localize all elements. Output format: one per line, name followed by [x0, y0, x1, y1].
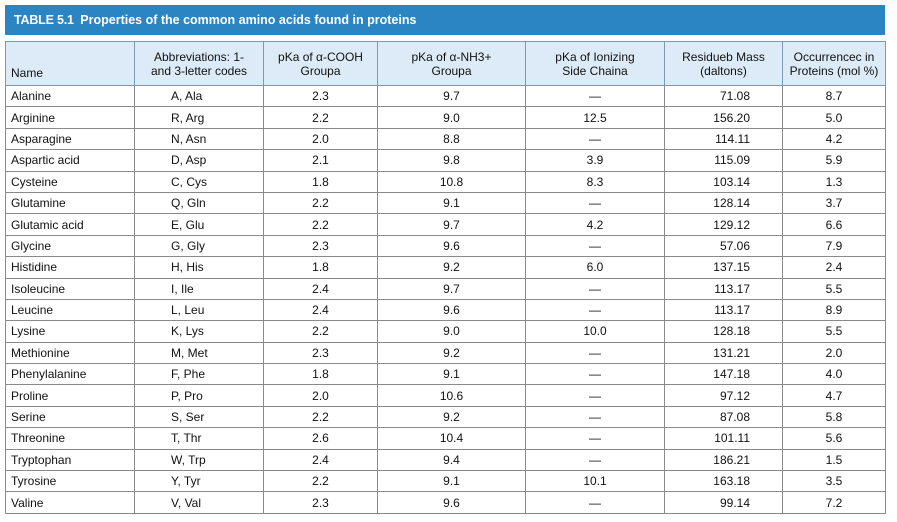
cell-pka-side: —: [526, 342, 665, 363]
cell-occurrence: 5.5: [783, 321, 886, 342]
cell-pka-nh3: 10.6: [378, 385, 526, 406]
cell-occurrence: 5.8: [783, 406, 886, 427]
cell-pka-side: —: [526, 299, 665, 320]
cell-abbr: E, Glu: [135, 214, 264, 235]
cell-abbr: H, His: [135, 257, 264, 278]
cell-abbr: C, Cys: [135, 171, 264, 192]
cell-pka-cooh: 2.3: [264, 492, 378, 513]
header-name: Name: [6, 42, 135, 86]
cell-mass: 113.17: [665, 299, 783, 320]
cell-pka-nh3: 9.1: [378, 192, 526, 213]
cell-pka-side: —: [526, 449, 665, 470]
cell-pka-nh3: 9.6: [378, 299, 526, 320]
cell-mass: 163.18: [665, 471, 783, 492]
cell-occurrence: 4.2: [783, 128, 886, 149]
cell-pka-nh3: 9.2: [378, 257, 526, 278]
cell-occurrence: 7.2: [783, 492, 886, 513]
cell-abbr: K, Lys: [135, 321, 264, 342]
cell-pka-side: —: [526, 385, 665, 406]
table-row: [6, 214, 886, 235]
cell-pka-nh3: 10.4: [378, 428, 526, 449]
table-row: [6, 428, 886, 449]
cell-pka-nh3: 9.4: [378, 449, 526, 470]
table-row: [6, 192, 886, 213]
cell-name: Serine: [6, 406, 135, 427]
table-row: [6, 299, 886, 320]
cell-pka-cooh: 2.0: [264, 385, 378, 406]
cell-mass: 186.21: [665, 449, 783, 470]
table-row: [6, 150, 886, 171]
cell-name: Phenylalanine: [6, 364, 135, 385]
header-residue-mass: Residueb Mass (daltons): [665, 42, 783, 86]
cell-name: Cysteine: [6, 171, 135, 192]
cell-pka-nh3: 9.7: [378, 86, 526, 107]
cell-abbr: S, Ser: [135, 406, 264, 427]
table-row: [6, 449, 886, 470]
cell-occurrence: 4.0: [783, 364, 886, 385]
table-row: [6, 385, 886, 406]
cell-occurrence: 8.9: [783, 299, 886, 320]
cell-pka-nh3: 9.8: [378, 150, 526, 171]
cell-occurrence: 1.5: [783, 449, 886, 470]
cell-occurrence: 6.6: [783, 214, 886, 235]
cell-name: Tryptophan: [6, 449, 135, 470]
cell-pka-side: 6.0: [526, 257, 665, 278]
table-row: [6, 492, 886, 513]
cell-pka-side: 12.5: [526, 107, 665, 128]
cell-name: Glutamine: [6, 192, 135, 213]
table-row: [6, 235, 886, 256]
cell-occurrence: 8.7: [783, 86, 886, 107]
cell-abbr: R, Arg: [135, 107, 264, 128]
table-row: [6, 171, 886, 192]
cell-occurrence: 2.0: [783, 342, 886, 363]
cell-pka-nh3: 9.7: [378, 278, 526, 299]
table-row: [6, 86, 886, 107]
table-row: [6, 342, 886, 363]
cell-occurrence: 2.4: [783, 257, 886, 278]
cell-pka-side: 8.3: [526, 171, 665, 192]
cell-pka-cooh: 2.4: [264, 449, 378, 470]
cell-mass: 115.09: [665, 150, 783, 171]
table-row: [6, 257, 886, 278]
cell-occurrence: 5.5: [783, 278, 886, 299]
cell-pka-side: 10.1: [526, 471, 665, 492]
header-pka-cooh: pKa of α-COOH Groupa: [264, 42, 378, 86]
cell-pka-cooh: 2.3: [264, 342, 378, 363]
cell-name: Asparagine: [6, 128, 135, 149]
cell-pka-nh3: 8.8: [378, 128, 526, 149]
cell-pka-side: —: [526, 128, 665, 149]
cell-name: Lysine: [6, 321, 135, 342]
cell-pka-side: —: [526, 428, 665, 449]
cell-abbr: V, Val: [135, 492, 264, 513]
cell-pka-nh3: 9.0: [378, 107, 526, 128]
header-pka-side-chain: pKa of Ionizing Side Chaina: [526, 42, 665, 86]
cell-pka-side: —: [526, 192, 665, 213]
header-abbreviations: Abbreviations: 1- and 3-letter codes: [135, 42, 264, 86]
cell-occurrence: 5.6: [783, 428, 886, 449]
cell-abbr: Y, Tyr: [135, 471, 264, 492]
cell-pka-nh3: 9.2: [378, 342, 526, 363]
cell-mass: 114.11: [665, 128, 783, 149]
cell-abbr: N, Asn: [135, 128, 264, 149]
table-row: [6, 128, 886, 149]
cell-pka-nh3: 10.8: [378, 171, 526, 192]
cell-abbr: A, Ala: [135, 86, 264, 107]
cell-name: Glycine: [6, 235, 135, 256]
cell-abbr: D, Asp: [135, 150, 264, 171]
cell-pka-side: —: [526, 406, 665, 427]
cell-name: Methionine: [6, 342, 135, 363]
header-pka-nh3: pKa of α-NH3+ Groupa: [378, 42, 526, 86]
cell-pka-cooh: 2.4: [264, 278, 378, 299]
cell-abbr: W, Trp: [135, 449, 264, 470]
table-row: [6, 107, 886, 128]
cell-abbr: T, Thr: [135, 428, 264, 449]
cell-mass: 71.08: [665, 86, 783, 107]
cell-pka-side: —: [526, 492, 665, 513]
cell-occurrence: 4.7: [783, 385, 886, 406]
cell-abbr: Q, Gln: [135, 192, 264, 213]
cell-pka-nh3: 9.1: [378, 364, 526, 385]
cell-abbr: P, Pro: [135, 385, 264, 406]
cell-pka-cooh: 2.4: [264, 299, 378, 320]
header-occurrence: Occurrencec in Proteins (mol %): [783, 42, 886, 86]
cell-name: Leucine: [6, 299, 135, 320]
cell-pka-side: —: [526, 364, 665, 385]
cell-name: Tyrosine: [6, 471, 135, 492]
cell-pka-cooh: 2.3: [264, 86, 378, 107]
cell-name: Valine: [6, 492, 135, 513]
cell-pka-side: 3.9: [526, 150, 665, 171]
cell-pka-nh3: 9.2: [378, 406, 526, 427]
cell-occurrence: 3.7: [783, 192, 886, 213]
cell-mass: 131.21: [665, 342, 783, 363]
cell-pka-cooh: 2.1: [264, 150, 378, 171]
cell-pka-nh3: 9.0: [378, 321, 526, 342]
cell-pka-cooh: 1.8: [264, 257, 378, 278]
cell-mass: 128.14: [665, 192, 783, 213]
cell-abbr: I, Ile: [135, 278, 264, 299]
cell-mass: 57.06: [665, 235, 783, 256]
cell-pka-cooh: 2.2: [264, 192, 378, 213]
cell-pka-side: 4.2: [526, 214, 665, 235]
cell-occurrence: 3.5: [783, 471, 886, 492]
cell-abbr: M, Met: [135, 342, 264, 363]
cell-occurrence: 5.0: [783, 107, 886, 128]
table-row: [6, 278, 886, 299]
table-row: [6, 406, 886, 427]
cell-mass: 103.14: [665, 171, 783, 192]
table-row: [6, 471, 886, 492]
cell-pka-side: 10.0: [526, 321, 665, 342]
cell-mass: 156.20: [665, 107, 783, 128]
cell-pka-cooh: 2.2: [264, 471, 378, 492]
cell-pka-cooh: 2.2: [264, 214, 378, 235]
cell-pka-nh3: 9.6: [378, 235, 526, 256]
cell-name: Glutamic acid: [6, 214, 135, 235]
cell-pka-cooh: 2.2: [264, 321, 378, 342]
cell-name: Threonine: [6, 428, 135, 449]
cell-mass: 128.18: [665, 321, 783, 342]
cell-name: Isoleucine: [6, 278, 135, 299]
cell-pka-cooh: 1.8: [264, 171, 378, 192]
cell-pka-cooh: 2.2: [264, 107, 378, 128]
cell-pka-cooh: 2.0: [264, 128, 378, 149]
cell-name: Arginine: [6, 107, 135, 128]
cell-name: Alanine: [6, 86, 135, 107]
table-number: TABLE 5.1: [14, 13, 74, 27]
cell-occurrence: 5.9: [783, 150, 886, 171]
cell-mass: 87.08: [665, 406, 783, 427]
amino-acid-table: [5, 41, 886, 514]
cell-mass: 129.12: [665, 214, 783, 235]
cell-mass: 97.12: [665, 385, 783, 406]
table-row: [6, 364, 886, 385]
table-caption: Properties of the common amino acids found in proteins: [80, 13, 417, 27]
cell-abbr: G, Gly: [135, 235, 264, 256]
cell-mass: 101.11: [665, 428, 783, 449]
table-row: [6, 321, 886, 342]
cell-pka-nh3: 9.6: [378, 492, 526, 513]
cell-pka-cooh: 1.8: [264, 364, 378, 385]
cell-name: Aspartic acid: [6, 150, 135, 171]
cell-pka-cooh: 2.3: [264, 235, 378, 256]
cell-mass: 113.17: [665, 278, 783, 299]
cell-mass: 147.18: [665, 364, 783, 385]
cell-pka-cooh: 2.6: [264, 428, 378, 449]
cell-pka-side: —: [526, 235, 665, 256]
cell-pka-side: —: [526, 278, 665, 299]
table-container: [5, 41, 885, 514]
header-row: [6, 42, 886, 86]
cell-pka-nh3: 9.7: [378, 214, 526, 235]
cell-mass: 137.15: [665, 257, 783, 278]
cell-pka-side: —: [526, 86, 665, 107]
cell-pka-cooh: 2.2: [264, 406, 378, 427]
cell-occurrence: 1.3: [783, 171, 886, 192]
cell-mass: 99.14: [665, 492, 783, 513]
table-title-bar: [5, 5, 885, 35]
cell-pka-nh3: 9.1: [378, 471, 526, 492]
cell-name: Proline: [6, 385, 135, 406]
cell-abbr: F, Phe: [135, 364, 264, 385]
cell-occurrence: 7.9: [783, 235, 886, 256]
cell-abbr: L, Leu: [135, 299, 264, 320]
cell-name: Histidine: [6, 257, 135, 278]
